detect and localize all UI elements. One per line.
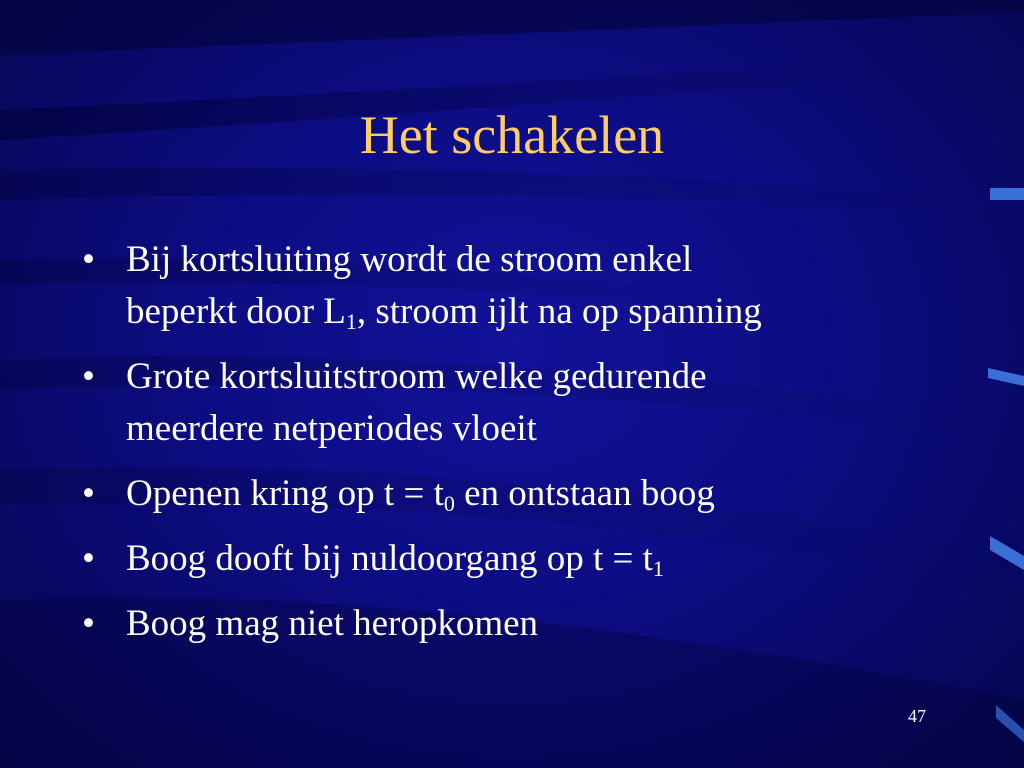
bullet-marker: • xyxy=(82,356,95,397)
bullet-item xyxy=(82,234,942,338)
subscript: 1 xyxy=(652,556,664,581)
bullet-line xyxy=(126,533,942,585)
bullet-text: Openen kring op t = t xyxy=(126,473,444,514)
bullet-list xyxy=(82,234,942,663)
bullet-item xyxy=(82,533,942,585)
bullet-line: Boog mag niet heropkomen xyxy=(126,603,539,644)
subscript: 0 xyxy=(443,491,455,516)
bullet-text: , stroom ijlt na op spanning xyxy=(356,291,762,332)
bullet-marker: • xyxy=(82,239,95,280)
bullet-line xyxy=(126,468,942,520)
slide-title: Het schakelen xyxy=(359,105,665,165)
bullet-marker: • xyxy=(82,473,95,514)
bullet-line: Bij kortsluiting wordt de stroom enkel xyxy=(126,239,693,280)
bullet-marker: • xyxy=(82,603,95,644)
bullet-line xyxy=(126,286,942,338)
bullet-line: Grote kortsluitstroom welke gedurende xyxy=(126,356,707,397)
bullet-item xyxy=(82,468,942,520)
page-number: 47 xyxy=(908,706,926,726)
bullet-line: meerdere netperiodes vloeit xyxy=(126,408,537,449)
bullet-marker: • xyxy=(82,538,95,579)
bullet-item xyxy=(82,351,942,455)
bullet-item xyxy=(82,598,942,650)
subscript: 1 xyxy=(345,309,357,334)
bullet-text: beperkt door L xyxy=(126,291,346,332)
bullet-text: en ontstaan boog xyxy=(454,473,715,514)
bullet-text: Boog dooft bij nuldoorgang op t = t xyxy=(126,538,653,579)
